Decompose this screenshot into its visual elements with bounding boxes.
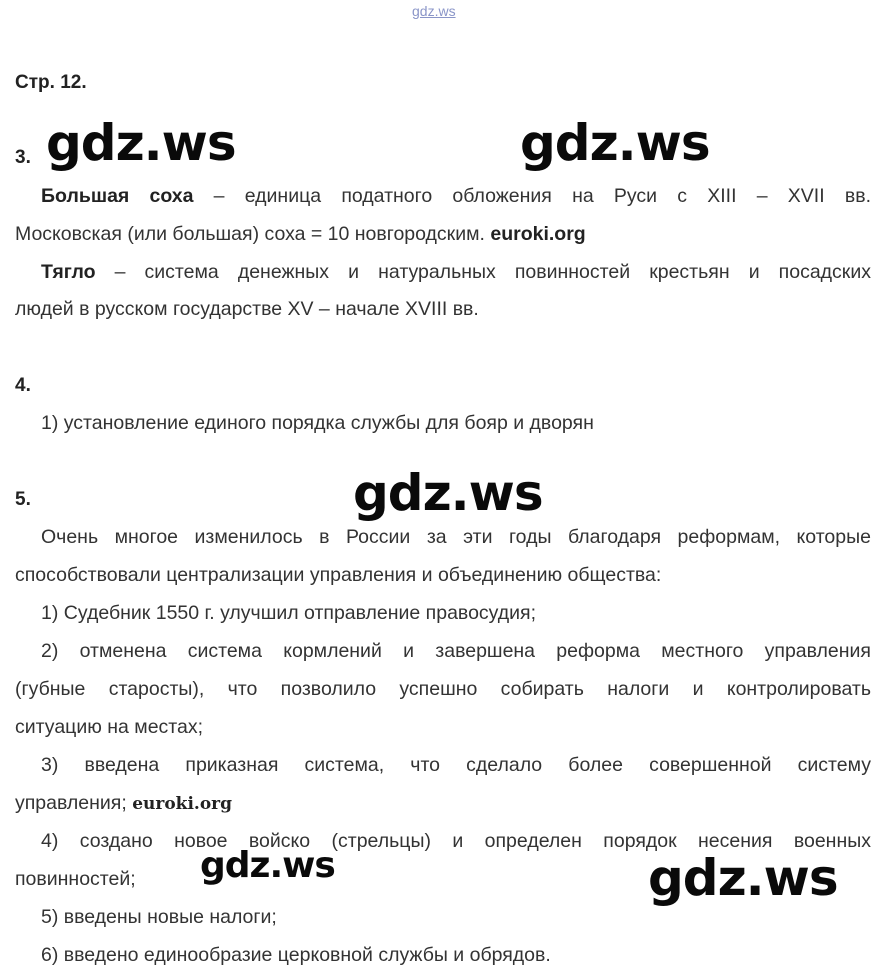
definition-text: – единица податного обложения на Руси с XIII – XVII вв. (193, 185, 871, 207)
definition-text: Московская (или большая) соха = 10 новгородским. (15, 223, 491, 245)
task-5-item-2-line-2: (губные старосты), что позволило успешно собирать налоги и контролировать (15, 678, 871, 700)
watermark: gdz.ws (353, 464, 543, 522)
task-5-item-4-line-2: повинностей; (15, 868, 136, 890)
task-5-item-4-line-1: 4) создано новое войско (стрельцы) и определен порядок несения военных (41, 830, 871, 852)
source-label: euroki.org (490, 223, 586, 245)
task-3-definition-2-line-1 (15, 260, 871, 284)
task-3-number: 3. (15, 147, 31, 168)
term-bolshaya-soha: Большая соха (41, 185, 194, 207)
task-4-number: 4. (15, 375, 31, 396)
task-5-item-2-line-1: 2) отменена система кормлений и завершена реформа местного управления (41, 640, 871, 662)
term-tyaglo: Тягло (41, 261, 96, 283)
task-5-item-2-line-3: ситуацию на местах; (15, 716, 204, 738)
page-reference: Стр. 12. (15, 72, 87, 93)
task-5-number: 5. (15, 489, 31, 510)
task-4-answer: 1) установление единого порядка службы для бояр и дворян (41, 412, 594, 434)
task-5-intro-line-1: Очень многое изменилось в России за эти годы благодаря реформам, которые (41, 526, 871, 548)
watermark: gdz.ws (648, 849, 838, 907)
task-3-definition-2-line-2: людей в русском государстве XV – начале XVIII вв. (15, 298, 479, 320)
task-3-definition-1-line-2 (15, 222, 586, 246)
task-5-item-6: 6) введено единообразие церковной службы и обрядов. (41, 944, 551, 966)
task-5-item-3-line-2 (15, 791, 232, 816)
source-label: euroki.org (132, 794, 233, 814)
watermark: gdz.ws (520, 114, 710, 172)
task-5-intro-line-2: способствовали централизации управления и объединению общества: (15, 564, 662, 586)
task-5-item-3-line-1: 3) введена приказная система, что сделало более совершенной систему (41, 754, 871, 776)
site-link[interactable]: gdz.ws (412, 3, 456, 19)
task-5-item-1: 1) Судебник 1550 г. улучшил отправление правосудия; (41, 602, 537, 624)
task-3-definition-1-line-1 (15, 184, 871, 208)
task-5-item-5: 5) введены новые налоги; (41, 906, 277, 928)
watermark: gdz.ws (200, 845, 335, 886)
definition-text: – система денежных и натуральных повинностей крестьян и посадских (95, 261, 871, 283)
watermark: gdz.ws (46, 114, 236, 172)
item-text: управления; (15, 792, 133, 814)
